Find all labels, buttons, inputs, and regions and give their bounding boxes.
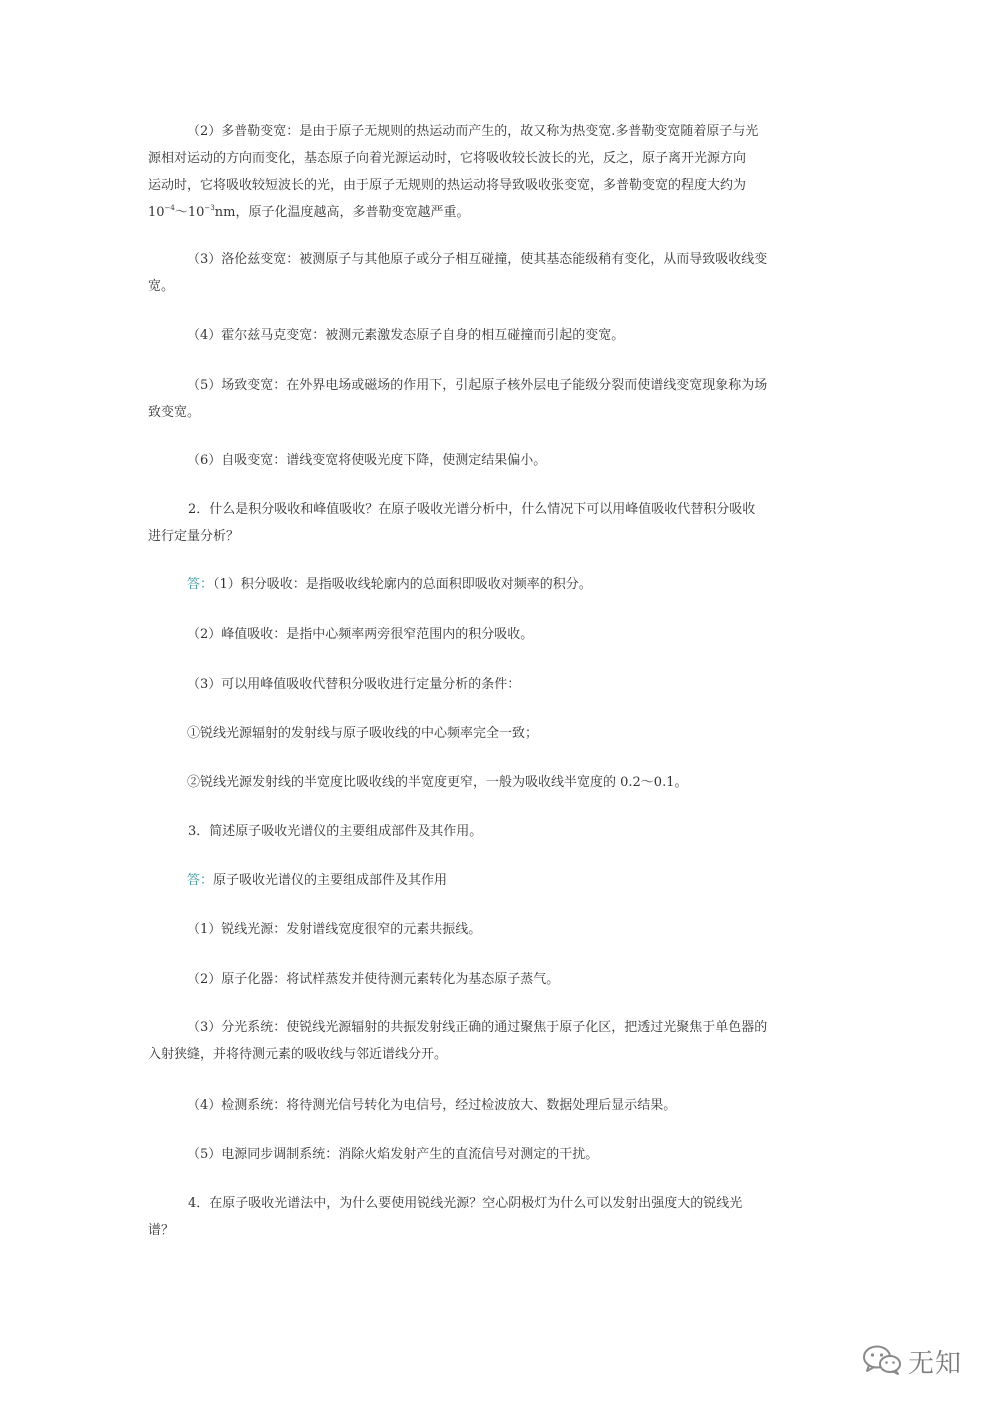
text-line: （6）自吸变宽：谱线变宽将使吸光度下降，使测定结果偏小。 <box>187 453 547 468</box>
text-line: 致变宽。 <box>148 405 201 420</box>
answer-2-item-1 <box>148 571 848 598</box>
text-line: （3）分光系统：使锐线光源辐射的共振发射线正确的通过聚焦于原子化区，把透过光聚焦于单色器的 <box>187 1020 768 1035</box>
answer-2-item-2 <box>148 621 848 648</box>
answer-3-atomizer <box>148 966 848 993</box>
text-line: （3）可以用峰值吸收代替积分吸收进行定量分析的条件： <box>187 677 521 692</box>
paragraph-lorentz-broadening <box>148 246 848 300</box>
text-line: 运动时，它将吸收较短波长的光，由于原子无规则的热运动将导致吸收张变宽，多普勒变宽的程度大约为 <box>148 178 747 193</box>
text-line: ①锐线光源辐射的发射线与原子吸收线的中心频率完全一致； <box>187 726 539 741</box>
paragraph-holtsmark-broadening <box>148 322 848 349</box>
text-line: （5）场致变宽：在外界电场或磁场的作用下，引起原子核外层电子能级分裂而使谱线变宽现象称为场 <box>187 378 768 393</box>
answer-label: 答： <box>187 577 214 592</box>
answer-2-condition-2 <box>148 769 848 796</box>
text-line <box>148 867 848 894</box>
text-line: （2）多普勒变宽：是由于原子无规则的热运动而产生的，故又称为热变宽.多普勒变宽随着原子与光 <box>187 124 759 139</box>
text-line: 4．在原子吸收光谱法中，为什么要使用锐线光源？空心阴极灯为什么可以发射出强度大的锐线光 <box>188 1196 743 1211</box>
text-line: 2．什么是积分吸收和峰值吸收？在原子吸收光谱分析中，什么情况下可以用峰值吸收代替积分吸收 <box>188 502 756 517</box>
range-unit-text: nm，原子化温度越高，多普勒变宽越严重。 <box>214 205 470 220</box>
text-line: （2）峰值吸收：是指中心频率两旁很窄范围内的积分吸收。 <box>187 627 534 642</box>
text-line: （5）电源同步调制系统：消除火焰发射产生的直流信号对测定的干扰。 <box>187 1147 599 1162</box>
text-line: （4）霍尔兹马克变宽：被测元素激发态原子自身的相互碰撞而引起的变宽。 <box>187 328 625 343</box>
answer-2-item-3 <box>148 671 848 698</box>
answer-text: 原子吸收光谱仪的主要组成部件及其作用 <box>213 873 448 888</box>
text-line: （3）洛伦兹变宽：被测原子与其他原子或分子相互碰撞，使其基态能级稍有变化，从而导致吸收线变 <box>187 252 768 267</box>
range-start-exponent: −4 <box>164 204 175 212</box>
paragraph-doppler-broadening <box>148 118 848 226</box>
answer-2-condition-1 <box>148 720 848 747</box>
answer-text: （1）积分吸收：是指吸收线轮廓内的总面积即吸收对频率的积分。 <box>213 577 592 592</box>
text-line: （2）原子化器：将试样蒸发并使待测元素转化为基态原子蒸气。 <box>187 972 560 987</box>
text-line: 3．简述原子吸收光谱仪的主要组成部件及其作用。 <box>188 824 483 839</box>
answer-3-detection-system <box>148 1092 848 1119</box>
question-4 <box>148 1190 848 1244</box>
text-line: 进行定量分析？ <box>148 529 240 544</box>
question-2 <box>148 496 848 550</box>
text-line <box>148 199 848 226</box>
answer-3-power-modulation <box>148 1141 848 1168</box>
text-line: 入射狭缝，并将待测元素的吸收线与邻近谱线分开。 <box>148 1047 448 1062</box>
text-line: 源相对运动的方向而变化，基态原子向着光源运动时，它将吸收较长波长的光，反之，原子离开光源方向 <box>148 151 747 166</box>
text-line: 谱？ <box>148 1223 175 1238</box>
range-end-base: ～10 <box>174 205 205 220</box>
text-line <box>148 571 848 598</box>
paragraph-field-broadening <box>148 372 848 426</box>
text-line: （4）检测系统：将待测光信号转化为电信号，经过检波放大、数据处理后显示结果。 <box>187 1098 677 1113</box>
answer-3-dispersion-system <box>148 1014 848 1068</box>
answer-3-intro <box>148 867 848 894</box>
range-end-exponent: −3 <box>204 204 215 212</box>
wechat-icon <box>862 1344 902 1376</box>
range-start-base: 10 <box>148 205 165 220</box>
paragraph-self-absorption <box>148 447 848 474</box>
watermark <box>862 1340 972 1380</box>
text-line: ②锐线光源发射线的半宽度比吸收线的半宽度更窄，一般为吸收线半宽度的 0.2～0.1。 <box>187 775 688 790</box>
question-3 <box>148 818 848 845</box>
answer-label: 答： <box>187 873 214 888</box>
answer-3-light-source <box>148 916 848 943</box>
text-line: 宽。 <box>148 279 175 294</box>
text-line: （1）锐线光源：发射谱线宽度很窄的元素共振线。 <box>187 922 482 937</box>
watermark-text: 无知 <box>908 1349 963 1379</box>
